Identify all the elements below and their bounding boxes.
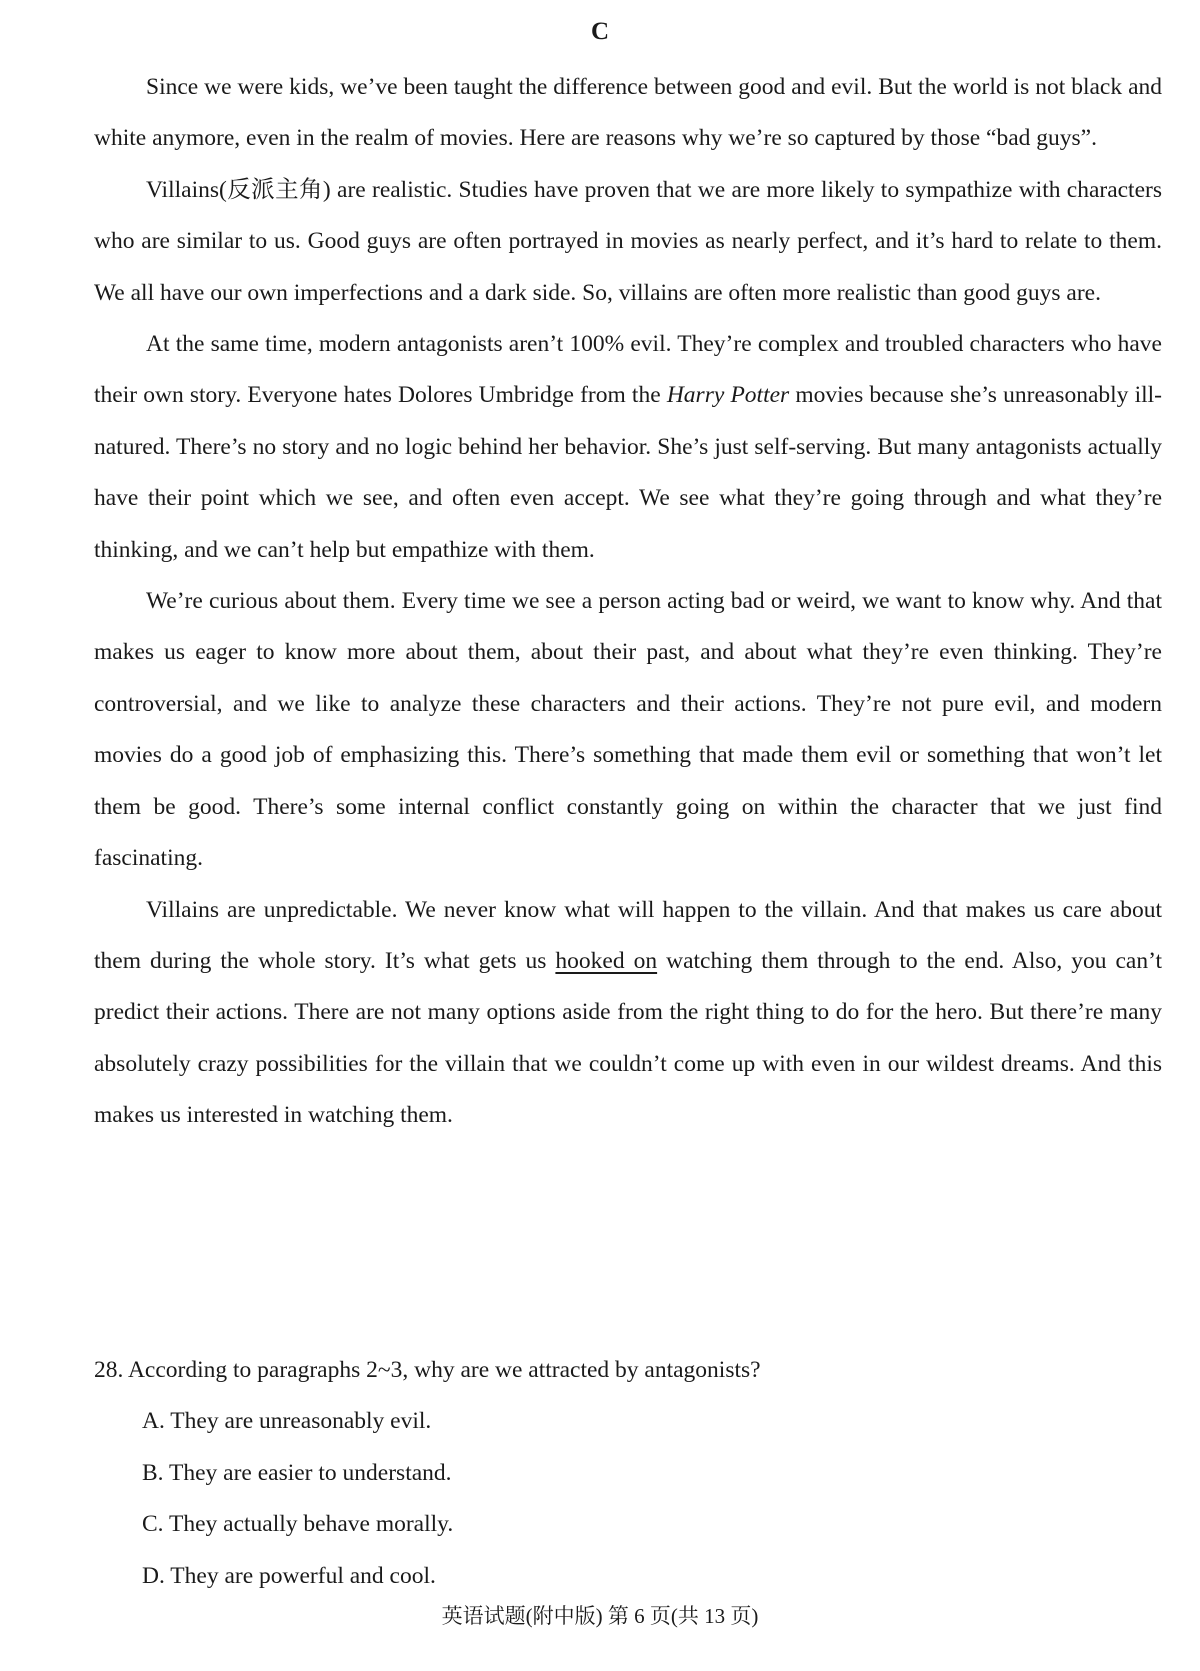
option-a: A. They are unreasonably evil. bbox=[142, 1408, 432, 1435]
question-28 bbox=[94, 1345, 1162, 1602]
paragraph-3-part-1: At the same time, modern antagonists aren’t 100% evil. They’re complex and troubled characters who have their own story. Everyone hates Dolores Umbridge from the bbox=[94, 331, 1162, 409]
paragraph-3-part-2: movies because she’s unreasonably ill-natured. There’s no story and no logic behind her behavior. She’s just self-serving. But many antagonists actually have their point which we see, and often even accept. We see what they’re going through and what they’re thinking, and we can’t help but empathize with them. bbox=[94, 382, 1162, 563]
movie-title: Harry Potter bbox=[666, 382, 790, 409]
paragraph-1: Since we were kids, we’ve been taught the difference between good and evil. But the world is not black and white anymore, even in the realm of movies. Here are reasons why we’re so captured by those “bad guys”. bbox=[94, 74, 1162, 152]
option-c: C. They actually behave morally. bbox=[142, 1511, 454, 1538]
paragraph-5 bbox=[94, 885, 1162, 1142]
option-b: B. They are easier to understand. bbox=[142, 1459, 452, 1486]
answer-options bbox=[94, 1396, 1162, 1602]
question-stem: 28. According to paragraphs 2~3, why are we attracted by antagonists? bbox=[94, 1357, 761, 1383]
paragraph-3 bbox=[94, 319, 1162, 576]
paragraph-5-part-2: watching them through to the end. Also, you can’t predict their actions. There are not many options aside from the right thing to do for the hero. But there’re many absolutely crazy possibilities for the villain that we couldn’t come up with even in our wildest dreams. And this makes us interested in watching them. bbox=[94, 947, 1163, 1129]
section-heading: C bbox=[590, 18, 610, 45]
reading-passage bbox=[94, 62, 1162, 1142]
paragraph-4: We’re curious about them. Every time we see a person acting bad or weird, we want to know why. And that makes us eager to know more about them, about their past, and about what they’re even thinking. They’re controversial, and we like to analyze these characters and their actions. They’re not pure evil, and modern movies do a good job of emphasizing this. There’s something that made them evil or something that won’t let them be good. There’s some internal conflict constantly going on within the character that we just find fascinating. bbox=[94, 588, 1162, 872]
paragraph-5-part-1: Villains are unpredictable. We never know what will happen to the villain. And that makes us care about them during the whole story. It’s what gets us bbox=[94, 896, 1162, 974]
page-footer: 英语试题(附中版) 第 6 页(共 13 页) bbox=[441, 1604, 759, 1628]
option-d: D. They are powerful and cool. bbox=[142, 1562, 436, 1589]
underlined-phrase: hooked on bbox=[555, 947, 658, 974]
paragraph-2: Villains(反派主角) are realistic. Studies have proven that we are more likely to sympathize with characters who are similar to us. Good guys are often portrayed in movies as nearly perfect, and it’s hard to relate to them. We all have our own imperfections and a dark side. So, villains are often more realistic than good guys are. bbox=[94, 176, 1162, 306]
